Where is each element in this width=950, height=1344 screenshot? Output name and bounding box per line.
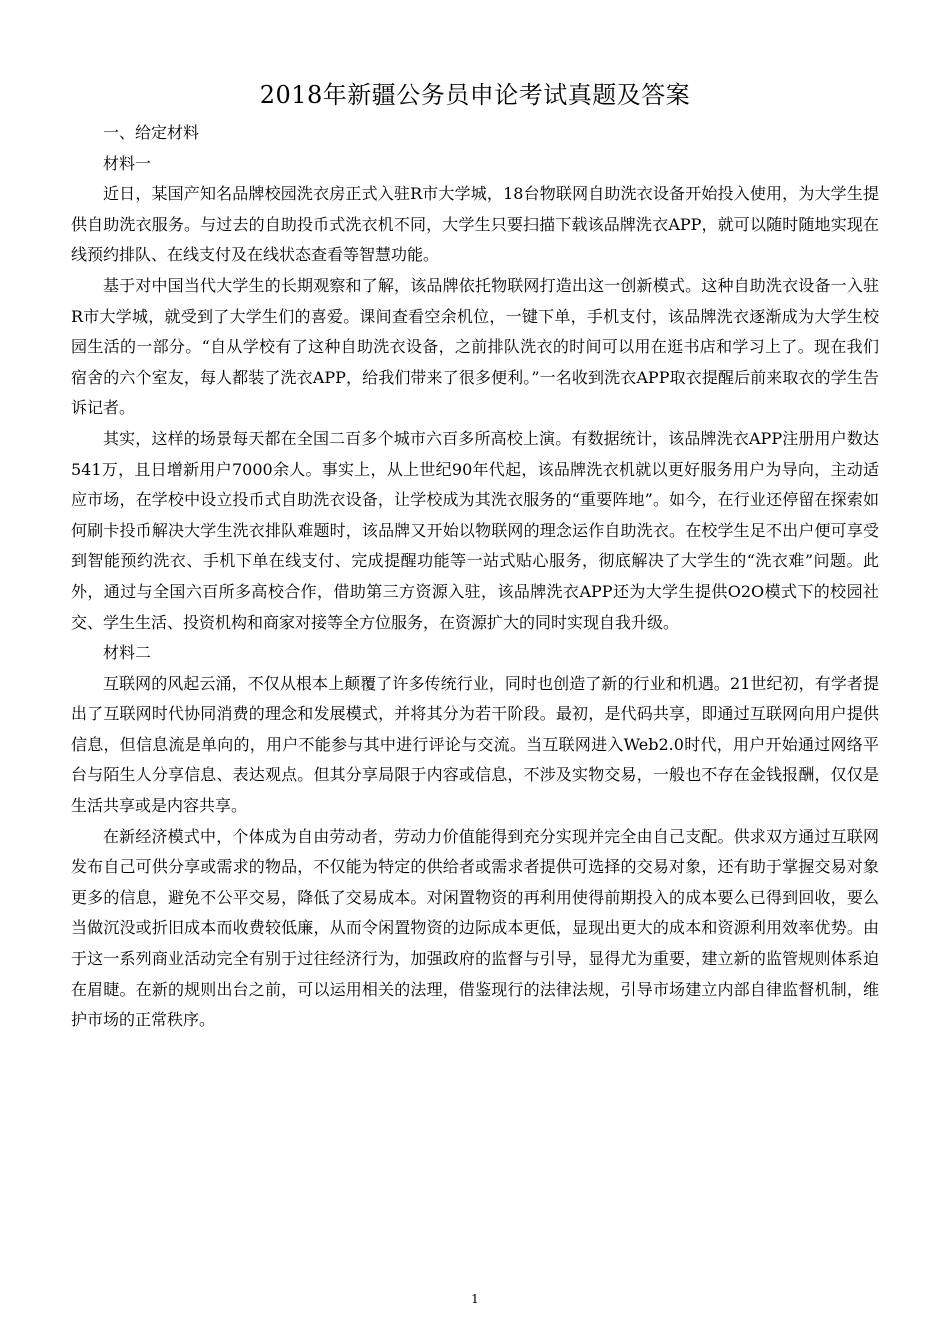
- material-heading: 材料一: [103, 153, 152, 173]
- material-heading: 材料二: [103, 643, 152, 663]
- body-paragraph: 在新经济模式中，个体成为自由劳动者，劳动力价值能得到充分实现并完全由自己支配。供求双方通过互联网发布自己可供分享或需求的物品，不仅能为特定的供给者或需求者提供可选择的交易对象，还有助于掌握交易对象更多的信息，避免不公平交易，降低了交易成本。对闲置物资的再利用使得前期投入的成本要么已得到回收，要么当做沉没或折旧成本而收费较低廉，从而令闲置物资的边际成本更低，显现出更大的成本和资源利用效率优势。由于这一系列商业活动完全有别于过往经济行为，加强政府的监督与引导，显得尤为重要，建立新的监管规则体系迫在眉睫。在新的规则出台之前，可以运用相关的法理，借鉴现行的法律法规，引导市场建立内部自律监督机制，维护市场的正常秩序。: [71, 826, 879, 1030]
- page-number: 1: [471, 1292, 479, 1306]
- body-paragraph: 其实，这样的场景每天都在全国二百多个城市六百多所高校上演。有数据统计，该品牌洗衣APP注册用户数达541万，且日增新用户7000余人。事实上，从上世纪90年代起，该品牌洗衣机就以更好服务用户为导向，主动适应市场，在学校中设立投币式自助洗衣设备，让学校成为其洗衣服务的“重要阵地”。如今，在行业还停留在探索如何刷卡投币解决大学生洗衣排队难题时，该品牌又开始以物联网的理念运作自助洗衣。在校学生足不出户便可享受到智能预约洗衣、手机下单在线支付、完成提醒功能等一站式贴心服务，彻底解决了大学生的“洗衣难”问题。此外，通过与全国六百所多高校合作，借助第三方资源入驻，该品牌洗衣APP还为大学生提供O2O模式下的校园社交、学生生活、投资机构和商家对接等全方位服务，在资源扩大的同时实现自我升级。: [71, 428, 879, 632]
- body-paragraph: 互联网的风起云涌，不仅从根本上颠覆了许多传统行业，同时也创造了新的行业和机遇。21世纪初，有学者提出了互联网时代协同消费的理念和发展模式，并将其分为若干阶段。最初，是代码共享，即通过互联网向用户提供信息，但信息流是单向的，用户不能参与其中进行评论与交流。当互联网进入Web2.0时代，用户开始通过网络平台与陌生人分享信息、表达观点。但其分享局限于内容或信息，不涉及实物交易，一般也不存在金钱报酬，仅仅是生活共享或是内容共享。: [71, 673, 879, 816]
- body-paragraph: 基于对中国当代大学生的长期观察和了解，该品牌依托物联网打造出这一创新模式。这种自助洗衣设备一入驻R市大学城，就受到了大学生们的喜爱。课间查看空余机位，一键下单，手机支付，该品牌洗衣逐渐成为大学生校园生活的一部分。“自从学校有了这种自助洗衣设备，之前排队洗衣的时间可以用在逛书店和学习上了。现在我们宿舍的六个室友，每人都装了洗衣APP，给我们带来了很多便利。”一名收到洗衣APP取衣提醒后前来取衣的学生告诉记者。: [71, 275, 879, 418]
- document-body: [71, 118, 879, 1036]
- body-paragraph: 近日，某国产知名品牌校园洗衣房正式入驻R市大学城，18台物联网自助洗衣设备开始投入使用，为大学生提供自助洗衣服务。与过去的自助投币式洗衣机不同，大学生只要扫描下载该品牌洗衣APP，就可以随时随地实现在线预约排队、在线支付及在线状态查看等智慧功能。: [71, 184, 879, 265]
- section-heading: 一、给定材料: [103, 123, 200, 142]
- document-title: 2018年新疆公务员申论考试真题及答案: [259, 81, 691, 109]
